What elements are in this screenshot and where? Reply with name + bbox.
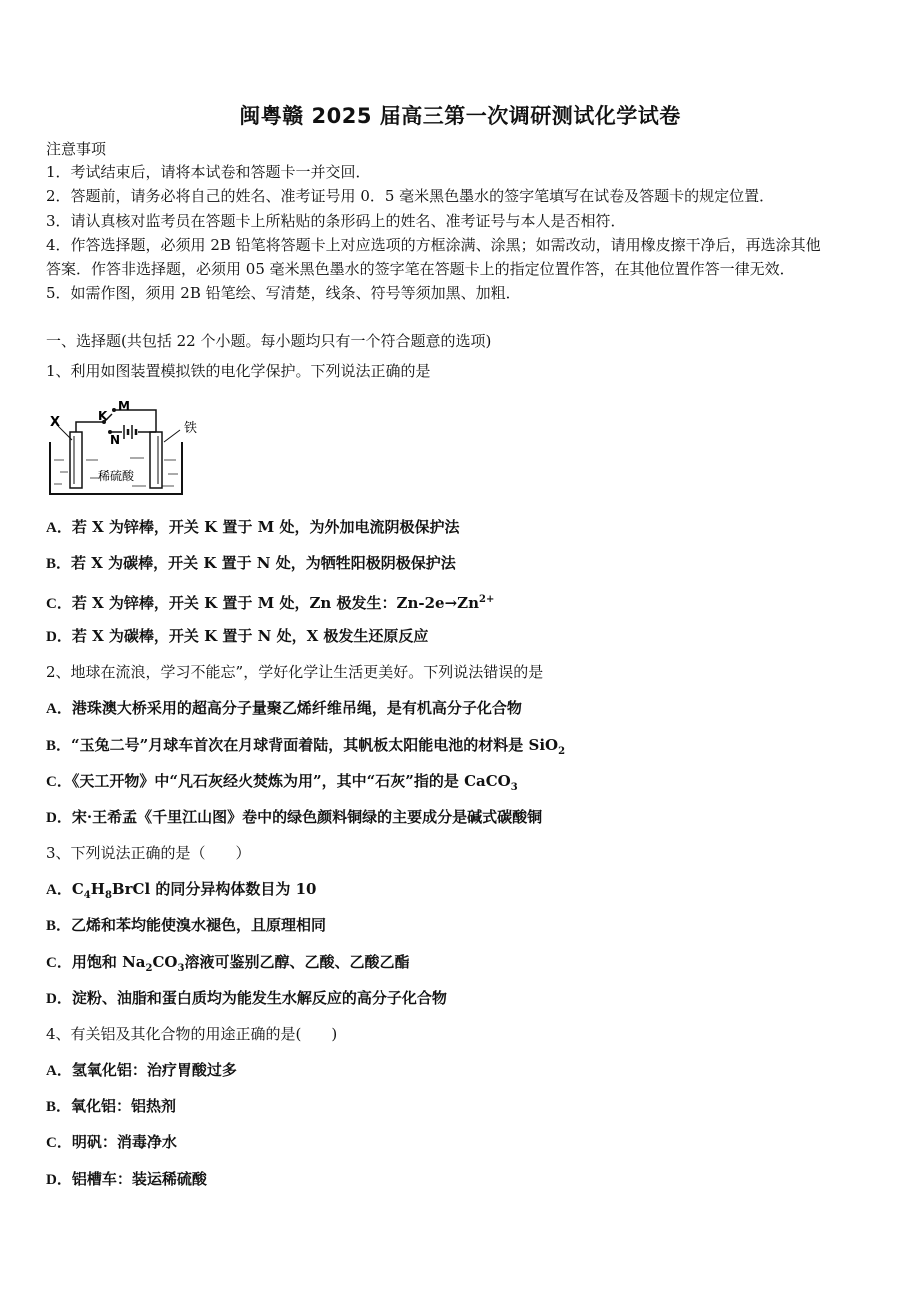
label-x: X bbox=[50, 415, 61, 430]
question-3-stem: 3、下列说法正确的是（ ） bbox=[46, 844, 251, 862]
notice-item: 5．如需作图，须用 2B 铅笔绘、写清楚，线条、符号等须加黑、加粗． bbox=[46, 284, 521, 302]
electrochem-apparatus-figure bbox=[46, 398, 216, 500]
label-acid: 稀硫酸 bbox=[98, 469, 135, 483]
question-2-option-a[interactable] bbox=[46, 697, 522, 720]
option-label: B． bbox=[46, 738, 72, 754]
option-text: 氧化铝：铝热剂 bbox=[71, 1097, 177, 1115]
question-4-stem: 4、有关铝及其化合物的用途正确的是( ) bbox=[46, 1025, 338, 1043]
question-1-option-c[interactable] bbox=[46, 589, 494, 615]
option-text: 若 X 为锌棒，开关 K 置于 M 处，为外加电流阴极保护法 bbox=[71, 518, 460, 536]
subscript: 4 bbox=[83, 890, 91, 901]
question-2-stem: 2、地球在流浪，学习不能忘”，学好化学让生活更美好。下列说法错误的是 bbox=[46, 663, 544, 681]
question-3-option-a[interactable] bbox=[46, 878, 316, 907]
question-3-option-c[interactable] bbox=[46, 951, 409, 980]
option-label: D． bbox=[46, 629, 72, 645]
notice-heading: 注意事项 bbox=[46, 140, 107, 158]
option-text: H bbox=[90, 880, 105, 898]
subscript: 2 bbox=[558, 746, 566, 757]
option-text: 明矾：消毒净水 bbox=[71, 1133, 177, 1151]
option-label: B． bbox=[46, 1099, 72, 1115]
option-label: C． bbox=[46, 596, 72, 612]
option-text: 淀粉、油脂和蛋白质均为能发生水解反应的高分子化合物 bbox=[71, 989, 447, 1007]
page-title: 闽粤赣 2025 届高三第一次调研测试化学试卷 bbox=[239, 104, 681, 128]
label-n: N bbox=[110, 433, 121, 447]
option-label: A． bbox=[46, 1063, 72, 1079]
option-text: 若 X 为碳棒，开关 K 置于 N 处，X 极发生还原反应 bbox=[71, 627, 429, 645]
question-4-option-a[interactable] bbox=[46, 1059, 237, 1082]
question-1-option-b[interactable] bbox=[46, 552, 456, 575]
notice-item: 答案．作答非选择题，必须用 05 毫米黑色墨水的签字笔在答题卡上的指定位置作答，在其他位置作答一律无效． bbox=[46, 260, 795, 278]
option-text: BrCl 的同分异构体数目为 10 bbox=[111, 880, 317, 898]
option-label: C． bbox=[46, 955, 72, 971]
wire-m bbox=[114, 410, 156, 432]
option-text: 铝槽车：装运稀硫酸 bbox=[71, 1170, 207, 1188]
option-label: A． bbox=[46, 701, 72, 717]
subscript: 3 bbox=[510, 782, 518, 793]
option-text: CO bbox=[152, 953, 178, 971]
question-1-option-d[interactable] bbox=[46, 625, 428, 648]
question-4-option-c[interactable] bbox=[46, 1131, 177, 1154]
option-label: B． bbox=[46, 918, 72, 934]
iron-electrode bbox=[150, 432, 162, 488]
option-text: 溶液可鉴别乙醇、乙酸、乙酸乙酯 bbox=[184, 953, 410, 971]
notice-item: 2．答题前，请务必将自己的姓名、准考证号用 0．5 毫米黑色墨水的签字笔填写在试卷及答题卡的规定位置． bbox=[46, 187, 775, 205]
question-1-option-a[interactable] bbox=[46, 516, 459, 539]
question-1-stem: 1、利用如图装置模拟铁的电化学保护。下列说法正确的是 bbox=[46, 362, 431, 380]
question-2-option-c[interactable] bbox=[46, 770, 518, 799]
question-2-option-d[interactable] bbox=[46, 806, 542, 829]
notice-item: 1．考试结束后，请将本试卷和答题卡一并交回． bbox=[46, 163, 371, 181]
option-text: 乙烯和苯均能使溴水褪色，且原理相同 bbox=[71, 916, 327, 934]
option-text: 港珠澳大桥采用的超高分子量聚乙烯纤维吊绳，是有机高分子化合物 bbox=[71, 699, 522, 717]
option-label: D． bbox=[46, 1172, 72, 1188]
question-3-option-d[interactable] bbox=[46, 987, 447, 1010]
option-label: A． bbox=[46, 520, 72, 536]
option-label: B． bbox=[46, 556, 72, 572]
question-3-option-b[interactable] bbox=[46, 914, 326, 937]
superscript-charge: 2+ bbox=[479, 594, 495, 605]
label-m: M bbox=[118, 399, 130, 413]
option-text: “玉兔二号”月球车首次在月球背面着陆，其帆板太阳能电池的材料是 SiO bbox=[71, 736, 559, 754]
subscript: 2 bbox=[145, 963, 153, 974]
option-label: C． bbox=[46, 774, 72, 790]
option-text: 《天工开物》中“凡石灰经火焚炼为用”，其中“石灰”指的是 CaCO bbox=[71, 772, 511, 790]
label-k: K bbox=[98, 409, 108, 423]
option-text: 若 X 为碳棒，开关 K 置于 N 处，为牺牲阳极阴极保护法 bbox=[71, 554, 456, 572]
option-label: D． bbox=[46, 810, 72, 826]
option-text: 氢氧化铝：治疗胃酸过多 bbox=[71, 1061, 237, 1079]
option-label: C． bbox=[46, 1135, 72, 1151]
option-label: A． bbox=[46, 882, 72, 898]
option-label: D． bbox=[46, 991, 72, 1007]
option-text: 用饱和 Na bbox=[71, 953, 146, 971]
question-4-option-b[interactable] bbox=[46, 1095, 176, 1118]
section-heading: 一、选择题(共包括 22 个小题。每小题均只有一个符合题意的选项) bbox=[46, 332, 492, 350]
notice-item: 4．作答选择题，必须用 2B 铅笔将答题卡上对应选项的方框涂满、涂黑；如需改动，请用橡皮擦干净后，再选涂其他 bbox=[46, 236, 821, 254]
option-text: C bbox=[71, 880, 84, 898]
option-text: 宋·王希孟《千里江山图》卷中的绿色颜料铜绿的主要成分是碱式碳酸铜 bbox=[71, 808, 543, 826]
x-electrode bbox=[70, 432, 82, 488]
question-2-option-b[interactable] bbox=[46, 734, 565, 763]
option-text: 若 X 为锌棒，开关 K 置于 M 处，Zn 极发生：Zn-2e→Zn bbox=[71, 594, 480, 612]
question-4-option-d[interactable] bbox=[46, 1168, 207, 1191]
wire-left bbox=[76, 422, 104, 432]
subscript: 8 bbox=[104, 890, 112, 901]
label-iron: 铁 bbox=[184, 421, 198, 436]
notice-item: 3．请认真核对监考员在答题卡上所粘贴的条形码上的姓名、准考证号与本人是否相符． bbox=[46, 212, 626, 230]
subscript: 3 bbox=[177, 963, 185, 974]
